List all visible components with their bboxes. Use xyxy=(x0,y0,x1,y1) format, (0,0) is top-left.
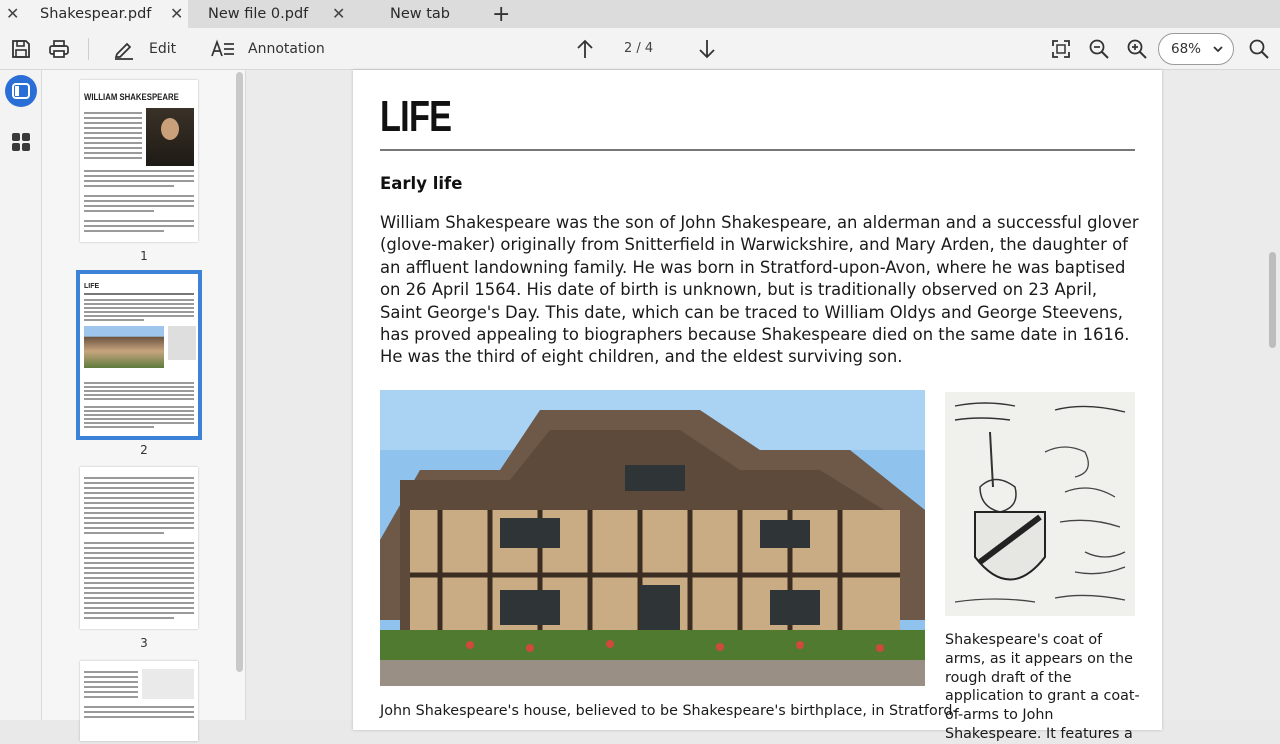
text-line xyxy=(84,414,194,416)
text-line xyxy=(84,562,194,564)
text-line xyxy=(84,572,194,574)
arrow-up-icon xyxy=(576,38,594,60)
zoom-in-icon xyxy=(1126,38,1148,60)
text-line xyxy=(84,127,142,129)
text-line xyxy=(84,502,194,504)
text-line xyxy=(84,512,194,514)
text-line xyxy=(84,406,194,408)
new-tab-plus-icon[interactable]: + xyxy=(492,2,511,27)
close-tab-icon[interactable]: ✕ xyxy=(332,4,346,23)
text-line xyxy=(84,681,138,683)
text-line xyxy=(84,547,194,549)
print-icon xyxy=(48,38,70,60)
chevron-down-icon xyxy=(1211,42,1225,56)
document-scrollbar[interactable] xyxy=(1269,252,1276,348)
thumbnail-portrait-face xyxy=(161,118,179,140)
text-line xyxy=(84,210,154,212)
thumbnail-house-image xyxy=(84,326,164,368)
text-line xyxy=(84,175,194,177)
thumbnail-title: WILLIAM SHAKESPEARE xyxy=(84,92,179,103)
text-line xyxy=(84,386,194,388)
page-thumbnail-2[interactable] xyxy=(80,274,198,436)
text-line xyxy=(84,117,142,119)
text-line xyxy=(84,307,194,309)
zoom-value: 68% xyxy=(1171,41,1202,57)
tab-new-tab[interactable] xyxy=(356,0,486,28)
text-line xyxy=(84,382,194,384)
text-line xyxy=(84,142,142,144)
page-heading: LIFE xyxy=(380,92,452,141)
text-line xyxy=(84,230,164,232)
close-tab-icon[interactable]: ✕ xyxy=(170,4,184,23)
text-line xyxy=(84,671,138,673)
text-line xyxy=(84,315,194,317)
page-number-label: 3 xyxy=(140,636,148,650)
text-line xyxy=(84,517,194,519)
grid-view-button[interactable] xyxy=(5,126,37,158)
text-line xyxy=(84,612,194,614)
arrow-down-icon xyxy=(698,38,716,60)
text-line xyxy=(84,152,142,154)
text-line xyxy=(84,418,194,420)
text-line xyxy=(84,410,194,412)
text-line xyxy=(84,390,194,392)
text-line xyxy=(84,426,154,428)
page-number-label: 1 xyxy=(140,249,148,263)
text-line xyxy=(84,552,194,554)
search-icon xyxy=(1248,38,1270,60)
body-paragraph: William Shakespeare was the son of John Shakespeare, an alderman and a successful glover (glove-maker) originally from Snitterfield in Warwickshire, and Mary Arden, the daughter of an affluent landowning family. He was born in Stratford-upon-Avon, where he was baptised on 26 April 1564. His date of birth is unknown, but is traditionally observed on 23 April, Saint George's Day. This date, which can be traced to William Oldys and George Steevens, has proved appealing to biographers because Shakespeare died on the same date in 1616. He was the third of eight children, and the eldest surviving son. xyxy=(380,213,1139,367)
text-line xyxy=(84,557,194,559)
text-line xyxy=(84,147,142,149)
text-line xyxy=(84,542,194,544)
text-line xyxy=(84,602,194,604)
toolbar xyxy=(0,28,1280,70)
tab-label: New tab xyxy=(390,6,451,22)
save-icon xyxy=(10,38,32,60)
text-line xyxy=(84,185,174,187)
text-line xyxy=(84,487,194,489)
text-line xyxy=(84,398,194,400)
coat-of-arms-sketch xyxy=(945,392,1135,616)
house-caption: John Shakespeare's house, believed to be Shakespeare's birthplace, in Stratford- xyxy=(380,703,958,719)
tab-label: Shakespear.pdf xyxy=(40,6,152,22)
text-line xyxy=(84,691,138,693)
text-line xyxy=(84,582,194,584)
zoom-out-icon xyxy=(1088,38,1110,60)
text-line xyxy=(84,592,194,594)
tab-new-file[interactable] xyxy=(188,0,356,28)
page-number-label: 2 xyxy=(140,443,148,457)
text-line xyxy=(84,422,194,424)
text-line xyxy=(84,567,194,569)
zoom-level-select[interactable] xyxy=(1158,33,1234,65)
text-line xyxy=(84,157,142,159)
text-line xyxy=(84,577,194,579)
zoom-out-button[interactable] xyxy=(1088,28,1110,70)
heading-rule xyxy=(380,149,1135,151)
text-line xyxy=(84,170,194,172)
text-line xyxy=(84,492,194,494)
text-line xyxy=(84,137,142,139)
annotation-label: Annotation xyxy=(248,41,325,57)
next-page-button[interactable] xyxy=(698,28,716,70)
text-line xyxy=(84,205,194,207)
text-line xyxy=(84,195,194,197)
tab-bar xyxy=(0,0,1280,28)
text-line xyxy=(84,122,142,124)
text-line xyxy=(84,225,194,227)
fit-page-button[interactable] xyxy=(1050,28,1072,70)
text-line xyxy=(84,587,194,589)
text-line xyxy=(84,482,194,484)
section-heading: Early life xyxy=(380,174,463,193)
text-line xyxy=(84,497,194,499)
sidebar-icon xyxy=(11,81,31,101)
document-viewport xyxy=(247,70,1280,742)
tab-shakespear[interactable] xyxy=(0,0,188,28)
text-line xyxy=(84,686,138,688)
previous-page-button[interactable] xyxy=(576,28,594,70)
text-line xyxy=(84,676,138,678)
text-line xyxy=(84,220,194,222)
edit-button[interactable] xyxy=(113,28,176,70)
thumbnail-coat-image xyxy=(168,326,196,360)
text-line xyxy=(84,607,194,609)
heading-rule xyxy=(84,293,194,295)
text-line xyxy=(84,132,142,134)
text-line xyxy=(84,311,194,313)
side-rail xyxy=(0,70,42,720)
text-line xyxy=(84,522,194,524)
text-line xyxy=(84,532,164,534)
thumbnail-title: LIFE xyxy=(84,283,100,290)
close-tab-icon[interactable]: ✕ xyxy=(6,4,20,23)
zoom-in-button[interactable] xyxy=(1126,28,1148,70)
toolbar-divider xyxy=(88,38,89,60)
page-thumbnail-1[interactable] xyxy=(80,80,198,242)
text-line xyxy=(84,507,194,509)
annotation-button[interactable] xyxy=(210,28,325,70)
edit-label: Edit xyxy=(149,41,177,57)
shakespeare-house-image xyxy=(380,390,925,686)
pdf-page xyxy=(353,70,1162,742)
print-button[interactable] xyxy=(48,28,70,70)
text-line xyxy=(84,394,194,396)
coat-of-arms-caption: Shakespeare's coat of arms, as it appears on the rough draft of the application to grant a coat-of-arms to John Shakespeare. It features a xyxy=(945,632,1140,742)
text-line xyxy=(84,527,194,529)
text-line xyxy=(84,319,144,321)
thumbnail-quote-box xyxy=(142,669,194,699)
pen-icon xyxy=(113,38,135,60)
tab-label: New file 0.pdf xyxy=(208,6,309,22)
text-line xyxy=(84,706,194,708)
coat-of-arms-image xyxy=(945,392,1135,616)
house-illustration xyxy=(380,390,925,686)
fit-screen-icon xyxy=(1050,38,1072,60)
text-line xyxy=(84,112,142,114)
text-line xyxy=(84,299,194,301)
search-button[interactable] xyxy=(1248,28,1270,70)
text-line xyxy=(84,696,138,698)
thumbnails-scrollbar[interactable] xyxy=(236,72,243,672)
annotation-icon xyxy=(210,38,236,60)
text-line xyxy=(84,716,194,718)
text-line xyxy=(84,303,194,305)
text-line xyxy=(84,180,194,182)
text-line xyxy=(84,711,194,713)
thumbnails-panel-button[interactable] xyxy=(5,75,37,107)
page-thumbnail-4[interactable] xyxy=(80,661,198,741)
save-button[interactable] xyxy=(10,28,32,70)
text-line xyxy=(84,477,194,479)
page-thumbnail-3[interactable] xyxy=(80,467,198,629)
page-indicator: 2 / 4 xyxy=(624,41,654,56)
thumbnails-panel xyxy=(42,70,246,720)
text-line xyxy=(84,200,194,202)
grid-icon xyxy=(11,132,31,152)
text-line xyxy=(84,617,174,619)
text-line xyxy=(84,597,194,599)
